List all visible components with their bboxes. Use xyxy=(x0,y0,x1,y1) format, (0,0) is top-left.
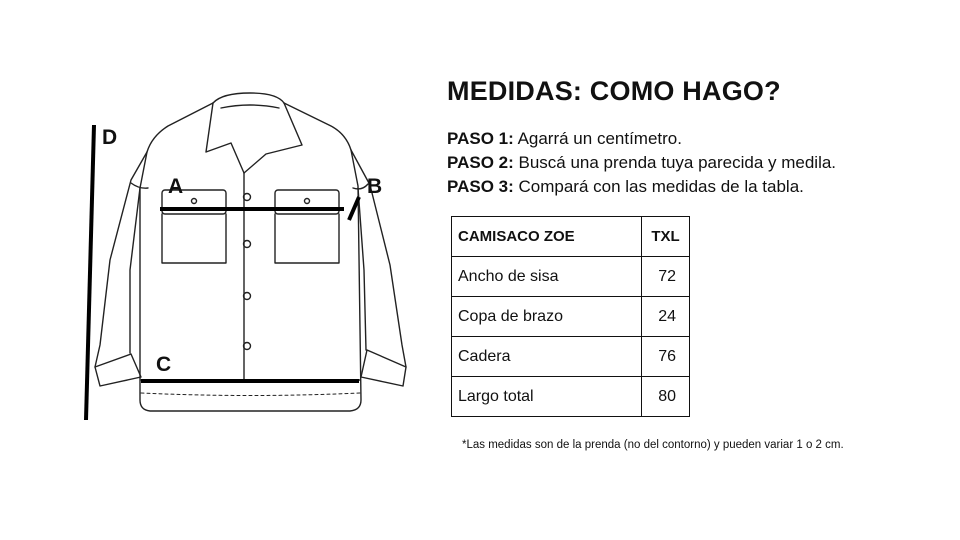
step-1-text: Agarrá un centímetro. xyxy=(517,129,682,148)
table-cell-value: 72 xyxy=(642,257,690,297)
table-header-product: CAMISACO ZOE xyxy=(452,217,642,257)
table-cell-measure: Cadera xyxy=(452,337,642,377)
measure-label-d: D xyxy=(102,126,118,149)
table-header-size: TXL xyxy=(642,217,690,257)
table-header-row xyxy=(452,217,690,257)
jacket-diagram xyxy=(0,0,440,540)
table-cell-value: 76 xyxy=(642,337,690,377)
step-3 xyxy=(447,177,804,197)
left-pocket xyxy=(162,214,226,263)
measure-label-a: A xyxy=(168,175,184,198)
jacket-left-sleeve xyxy=(95,152,147,367)
step-3-text: Compará con las medidas de la tabla. xyxy=(518,177,804,196)
table-cell-value: 24 xyxy=(642,297,690,337)
table-row xyxy=(452,297,690,337)
table-cell-measure: Ancho de sisa xyxy=(452,257,642,297)
measure-label-b: B xyxy=(367,175,383,198)
table-cell-value: 80 xyxy=(642,377,690,417)
step-2 xyxy=(447,153,836,173)
size-table xyxy=(451,216,690,417)
measure-label-c: C xyxy=(156,353,172,376)
jacket-body-outline xyxy=(140,103,361,411)
pocket-button xyxy=(305,199,310,204)
measure-line-b xyxy=(349,197,359,220)
footnote: *Las medidas son de la prenda (no del contorno) y pueden variar 1 o 2 cm. xyxy=(462,439,844,451)
step-1 xyxy=(447,129,682,149)
step-2-label: PASO 2: xyxy=(447,153,514,172)
table-row xyxy=(452,257,690,297)
pocket-button xyxy=(192,199,197,204)
measure-line-d xyxy=(86,125,94,420)
step-2-text: Buscá una prenda tuya parecida y medila. xyxy=(518,153,837,172)
step-1-label: PASO 1: xyxy=(447,129,514,148)
right-pocket xyxy=(275,214,339,263)
table-cell-measure: Largo total xyxy=(452,377,642,417)
table-row xyxy=(452,337,690,377)
jacket-right-cuff xyxy=(361,350,406,386)
table-cell-measure: Copa de brazo xyxy=(452,297,642,337)
table-row xyxy=(452,377,690,417)
page-title: MEDIDAS: COMO HAGO? xyxy=(447,76,781,106)
step-3-label: PASO 3: xyxy=(447,177,514,196)
jacket-collar xyxy=(213,93,284,103)
jacket-left-cuff xyxy=(95,354,141,386)
